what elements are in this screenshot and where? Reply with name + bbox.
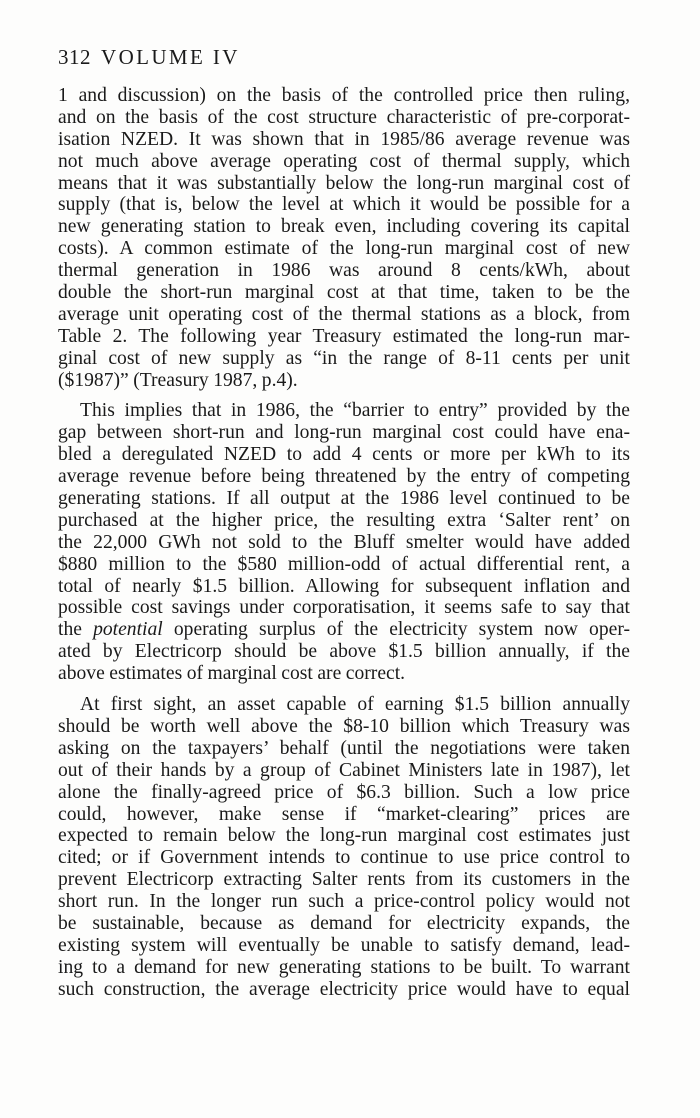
text-line: new generating station to break even, including covering its capital	[58, 216, 630, 238]
text-line: the potential operating surplus of the electricity system now oper-	[58, 619, 631, 641]
volume-label: VOLUME IV	[101, 45, 240, 69]
text-line: the 22,000 GWh not sold to the Bluff smelter would have added	[58, 531, 630, 553]
paragraph-3	[58, 694, 630, 1000]
text-line: Table 2. The following year Treasury estimated the long-run mar-	[58, 325, 630, 347]
text-line: out of their hands by a group of Cabinet Ministers late in 1987), let	[58, 759, 630, 781]
text-line: 1 and discussion) on the basis of the controlled price then ruling,	[58, 85, 630, 106]
text-line: and on the basis of the cost structure characteristic of pre-corporat-	[58, 106, 630, 128]
page-number: 312	[58, 45, 91, 69]
text-line: $880 million to the $580 million-odd of actual differential rent, a	[58, 553, 630, 575]
text-line: double the short-run marginal cost at that time, taken to be the	[58, 282, 630, 304]
text-line: bled a deregulated NZED to add 4 cents or more per kWh to its	[58, 444, 630, 466]
text-line: This implies that in 1986, the “barrier to entry” provided by the	[80, 400, 630, 422]
paragraph-2	[58, 400, 630, 685]
text-line: costs). A common estimate of the long-run marginal cost of new	[58, 238, 630, 260]
text-line: gap between short-run and long-run marginal cost could have ena-	[58, 422, 630, 444]
text-line: be sustainable, because as demand for electricity expands, the	[58, 912, 630, 934]
text-line: not much above average operating cost of thermal supply, which	[58, 150, 630, 172]
text-line: supply (that is, below the level at which it would be possible for a	[58, 194, 630, 216]
text-line: cited; or if Government intends to continue to use price control to	[58, 847, 630, 869]
running-head	[58, 44, 240, 70]
text-line: above estimates of marginal cost are correct.	[58, 663, 406, 685]
text-line: ing to a demand for new generating stations to be built. To warrant	[58, 956, 630, 978]
text-line: At first sight, an asset capable of earning $1.5 billion annually	[80, 694, 630, 716]
text-line: existing system will eventually be unable to satisfy demand, lead-	[58, 934, 630, 956]
text-line: could, however, make sense if “market-clearing” prices are	[58, 803, 630, 825]
text-line: thermal generation in 1986 was around 8 cents/kWh, about	[58, 260, 630, 282]
text-line: purchased at the higher price, the resulting extra ‘Salter rent’ on	[58, 509, 630, 531]
text-line: ated by Electricorp should be above $1.5 billion annually, if the	[58, 641, 630, 663]
text-line: short run. In the longer run such a price-control policy would not	[58, 891, 630, 913]
paragraph-1	[58, 85, 630, 391]
body-text	[58, 85, 630, 1001]
text-line: possible cost savings under corporatisation, it seems safe to say that	[58, 597, 630, 619]
text-line: ($1987)” (Treasury 1987, p.4).	[58, 369, 298, 391]
text-line: generating stations. If all output at the 1986 level continued to be	[58, 488, 630, 510]
text-line: total of nearly $1.5 billion. Allowing for subsequent inflation and	[58, 575, 630, 597]
text-line: ginal cost of new supply as “in the range of 8-11 cents per unit	[58, 347, 630, 369]
text-line: average revenue before being threatened by the entry of competing	[58, 466, 630, 488]
text-line: means that it was substantially below the long-run marginal cost of	[58, 172, 630, 194]
text-line: isation NZED. It was shown that in 1985/86 average revenue was	[58, 128, 630, 150]
text-line: asking on the taxpayers’ behalf (until the negotiations were taken	[58, 737, 630, 759]
text-line: alone the finally-agreed price of $6.3 billion. Such a low price	[58, 781, 630, 803]
emphasis-potential: potential	[93, 619, 163, 641]
text-line: should be worth well above the $8-10 billion which Treasury was	[58, 715, 630, 737]
text-line: such construction, the average electricity price would have to equal	[58, 978, 630, 1000]
text-line: average unit operating cost of the thermal stations as a block, from	[58, 303, 630, 325]
text-line: expected to remain below the long-run marginal cost estimates just	[58, 825, 630, 847]
text-line: prevent Electricorp extracting Salter rents from its customers in the	[58, 869, 630, 891]
